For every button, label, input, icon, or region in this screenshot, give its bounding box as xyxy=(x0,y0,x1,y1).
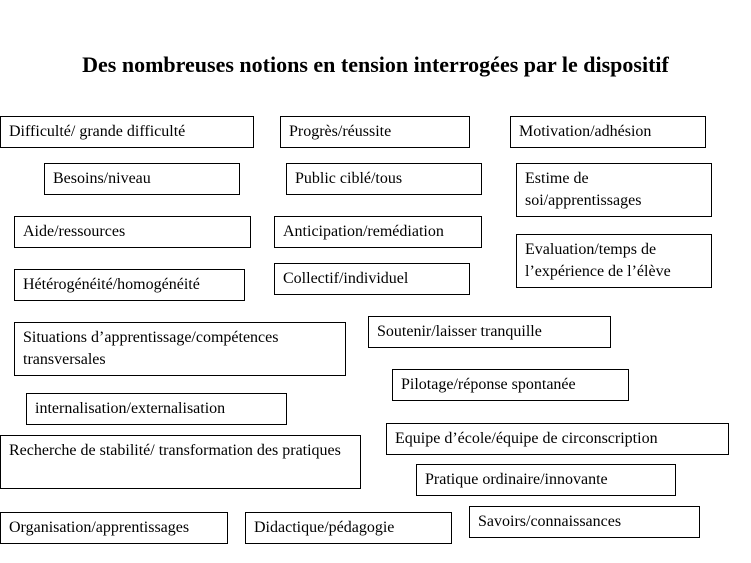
notion-pratique: Pratique ordinaire/innovante xyxy=(416,464,676,496)
notion-collectif: Collectif/individuel xyxy=(274,263,470,295)
notion-soutenir: Soutenir/laisser tranquille xyxy=(368,316,611,348)
notion-aide: Aide/ressources xyxy=(14,216,251,248)
notion-difficulte: Difficulté/ grande difficulté xyxy=(0,116,254,148)
notion-recherche: Recherche de stabilité/ transformation des pratiques xyxy=(0,435,361,489)
notion-heterogeneite: Hétérogénéité/homogénéité xyxy=(14,269,245,301)
notion-motivation: Motivation/adhésion xyxy=(510,116,706,148)
notion-internalisation: internalisation/externalisation xyxy=(26,393,287,425)
notion-savoirs: Savoirs/connaissances xyxy=(469,506,700,538)
notion-anticipation: Anticipation/remédiation xyxy=(274,216,482,248)
notion-besoins: Besoins/niveau xyxy=(44,163,240,195)
diagram-title: Des nombreuses notions en tension interrogées par le dispositif xyxy=(82,52,669,77)
notion-situations: Situations d’apprentissage/compétences transversales xyxy=(14,322,346,376)
notion-pilotage: Pilotage/réponse spontanée xyxy=(392,369,629,401)
notion-estime: Estime de soi/apprentissages xyxy=(516,163,712,217)
notion-organisation: Organisation/apprentissages xyxy=(0,512,228,544)
notion-progres: Progrès/réussite xyxy=(280,116,470,148)
notion-evaluation: Evaluation/temps de l’expérience de l’élève xyxy=(516,234,712,288)
notion-equipe: Equipe d’école/équipe de circonscription xyxy=(386,423,729,455)
notion-public: Public ciblé/tous xyxy=(286,163,482,195)
notion-didactique: Didactique/pédagogie xyxy=(245,512,452,544)
